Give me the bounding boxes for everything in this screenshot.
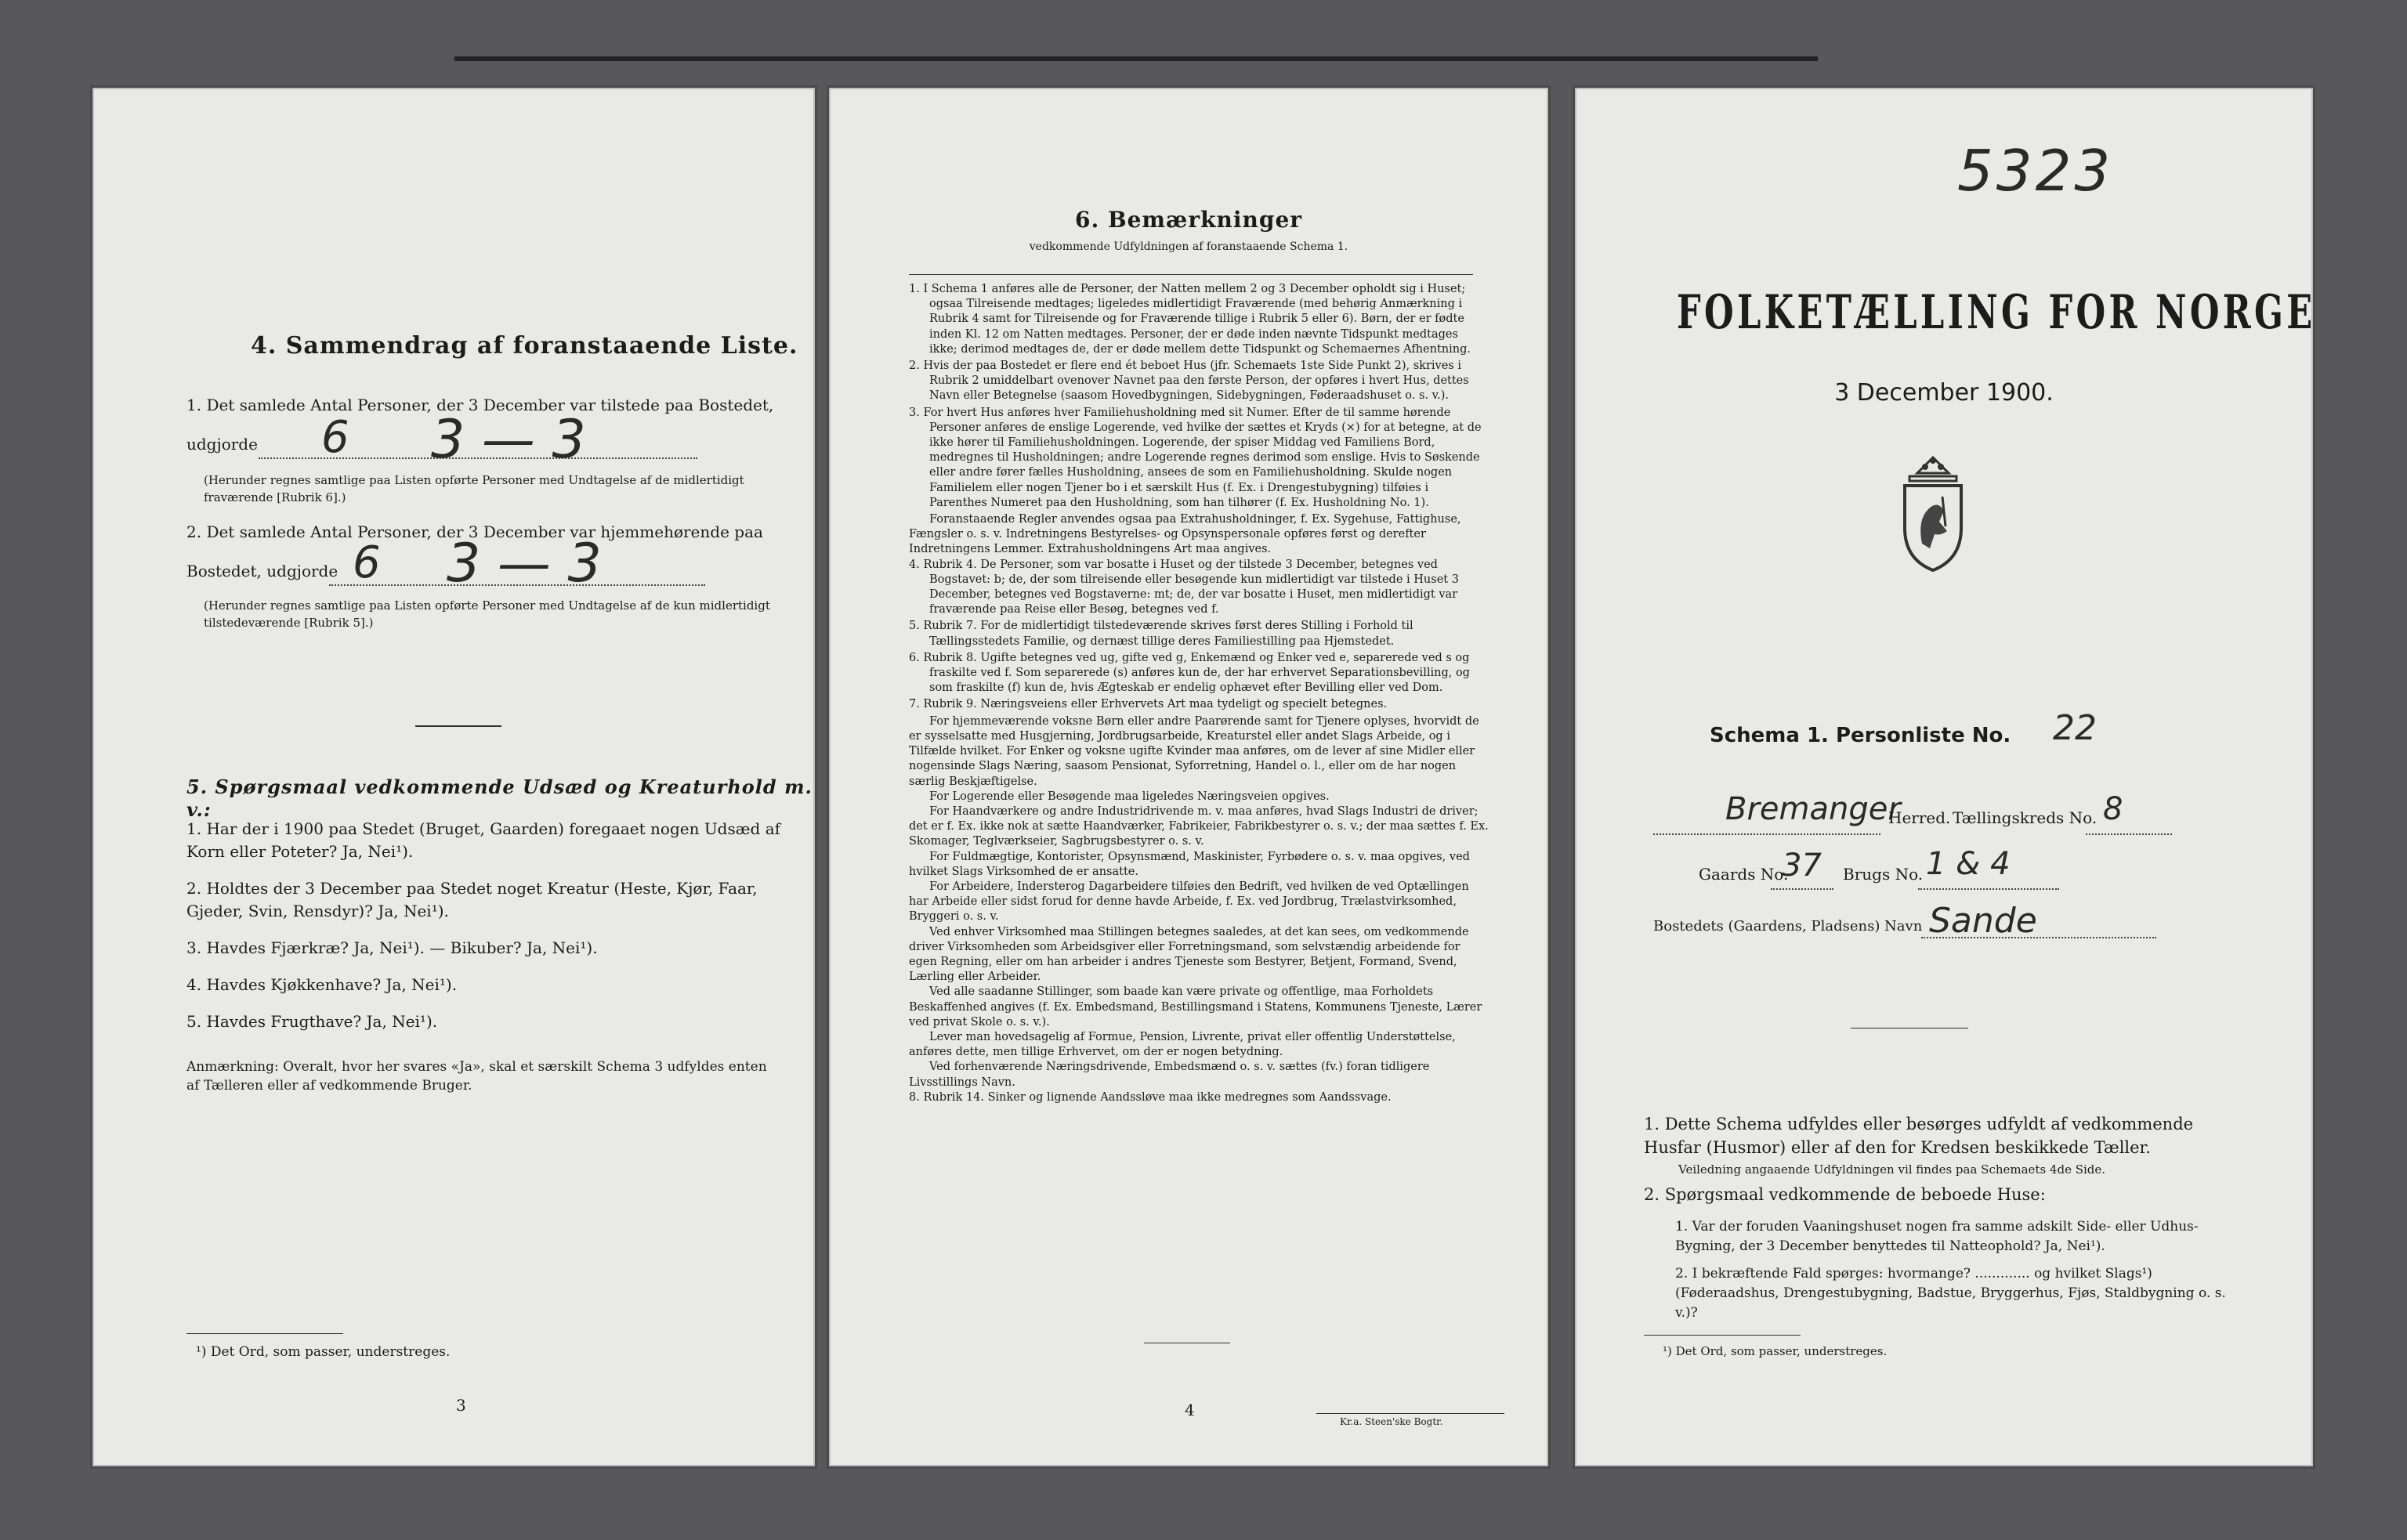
printer-imprint: Kr.a. Steen'ske Bogtr. <box>1340 1416 1443 1427</box>
q1-text: 1. Det samlede Antal Personer, der 3 December var tilstede paa Bostedet, <box>186 396 774 414</box>
remark-item: 3. For hvert Hus anføres hver Familiehusholdning med sit Numer. Efter de til samme hørende Personer anføres de enslige Logerende, ved hvilke der sættes et Kryds (×) for at betegne, at de ikke hører til Familiehusholdningen. Logerende, der spiser Middag ved Familiens Bord, medregnes til Husholdningen; andre Logerende regnes derimod som enslige. Hvis to Søskende eller andre fører fælles Husholdning, ansees de som en Familiehusholdning. Skulde nogen Familielem eller nogen Tjener bo i et særskilt Hus (f. Ex. i Drengestubygning) tilføies i Parenthes Numeret paa den Husholdning, som han tilhører (f. Ex. Husholdning No. 1). <box>909 406 1482 509</box>
hw-gaards-no: 37 <box>1782 848 1822 884</box>
hw-herred: Bremanger <box>1725 791 1901 827</box>
q1-udgjorde: udgjorde <box>186 435 258 454</box>
s5-item-5: 5. Havdes Frugthave? Ja, Nei¹). <box>186 1012 438 1031</box>
remark-item: 6. Rubrik 8. Ugifte betegnes ved ug, gifte ved g, Enkemænd og Enker ved e, separerede ved s og fraskilte ved f. Som separerede (s) anføres kun de, der har erhvervet Separationsbevilling, og som fraskilte (f) kun de, hvis Ægteskab er endelig ophævet efter Bevilling eller ved Dom. <box>909 651 1470 695</box>
remark-item: 8. Rubrik 14. Sinker og lignende Aandssløve maa ikke medregnes som Aandssvage. <box>909 1090 1392 1104</box>
s5-item-1: 1. Har der i 1900 paa Stedet (Bruget, Gaarden) foregaaet nogen Udsæd af Korn eller Poteter? Ja, Nei¹). <box>186 819 781 861</box>
remark-item: For Arbeidere, Indersterog Dagarbeidere tilføies den Bedrift, ved hvilken de ved Optællingen har Arbeide eller sidst forud for denne havde Arbeide, f. Ex. ved Jordbrug, Trælastvirksomhed, Bryggeri o. s. v. <box>909 880 1469 924</box>
remark-item: Ved enhver Virksomhed maa Stillingen betegnes saaledes, at det kan sees, om vedkommende driver Virksomheden som Arbeidsgiver eller Forretningsmand, som selvstændig arbeidende for egen Regning, eller om han arbeider i andres Tjeneste som Bestyrer, Betjent, Formand, Svend, Lærling eller Arbeider. <box>909 925 1469 984</box>
instruction-1: 1. Dette Schema udfyldes eller besørges udfyldt af vedkommende Husfar (Husmor) eller af den for Kredsen beskikkede Tæller. <box>1644 1115 2194 1157</box>
instruction-1-note: Veiledning angaaende Udfyldningen vil findes paa Schemaets 4de Side. <box>1678 1162 2106 1177</box>
q2-bostedet: Bostedet, udgjorde <box>186 562 338 580</box>
section4-title: 4. Sammendrag af foranstaaende Liste. <box>251 332 798 360</box>
remarks-list <box>909 282 1489 1107</box>
coat-of-arms-icon <box>1894 450 1972 575</box>
q2-dotted-line <box>329 584 705 586</box>
footnote: ¹) Det Ord, som passer, understreges. <box>1663 1344 1888 1358</box>
q1-hw-values: 3 — 3 <box>431 409 586 471</box>
remark-item: 1. I Schema 1 anføres alle de Personer, der Natten mellem 2 og 3 December opholdt sig i Huset; ogsaa Tilreisende medtages; ligeledes midlertidigt Fraværende (med behørig Anmærkning i Rubrik 4 samt for Tilreisende og for Fraværende tillige i Rubrik 5 eller 6). Børn, der er fødte inden Kl. 12 om Natten medtages. Personer, der er døde inden nævnte Tidspunkt medtages ikke; derimod medtages de, der er døde mellem dette Tidspunkt og Schemaernes Afhentning. <box>909 283 1471 356</box>
gaards-dotted-line <box>1771 888 1833 890</box>
page-number: 3 <box>456 1396 466 1415</box>
kreds-dotted-line <box>2086 833 2172 835</box>
remark-item: 7. Rubrik 9. Næringsveiens eller Erhvervets Art maa tydeligt og specielt betegnes. <box>909 698 1388 711</box>
remark-item: Ved alle saadanne Stillinger, som baade kan være private og offentlige, maa Forholdets Beskaffenhed angives (f. Ex. Embedsmand, Bestillingsmand i Statens, Kommunens Tjeneste, Lærer ved privat Skole o. s. v.). <box>909 985 1482 1028</box>
hw-bosted: Sande <box>1929 901 2037 941</box>
s5-item-3: 3. Havdes Fjærkræ? Ja, Nei¹). — Bikuber? Ja, Nei¹). <box>186 938 598 957</box>
q1-hw-total: 6 <box>321 412 349 463</box>
instruction-2-q2: 2. I bekræftende Fald spørges: hvormange? ............. og hvilket Slags¹) (Føderaadshus, Drengestubygning, Badstue, Bryggerhus, Fjøs, Staldbygning o. s. v.)? <box>1675 1266 2226 1321</box>
bosted-label: Bostedets (Gaardens, Pladsens) Navn <box>1653 918 1923 934</box>
anmerkning: Anmærkning: Overalt, hvor her svares «Ja», skal et særskilt Schema 3 udfyldes enten af Tælleren eller af vedkommende Bruger. <box>186 1059 767 1094</box>
schema-label: Schema 1. Personliste No. <box>1710 724 2011 747</box>
remarks-title: 6. Bemærkninger <box>1074 207 1303 233</box>
gaards-label: Gaards No. <box>1699 865 1789 884</box>
q1-dotted-line <box>259 457 697 459</box>
hw-personliste-no: 22 <box>2053 708 2097 748</box>
q1-note: (Herunder regnes samtlige paa Listen opførte Personer med Undtagelse af de midlertidigt fraværende [Rubrik 6].) <box>204 473 744 504</box>
remark-item: For Haandværkere og andre Industridrivende m. v. maa anføres, hvad Slags Industri de driver; det er f. Ex. ikke nok at sætte Haandværker, Fabrikeier, Fabrikbestyrer o. s. v.; der maa sættes f. Ex. Skomager, Teglværkseier, Sagbrugsbestyrer o. s. v. <box>909 804 1489 848</box>
printer-rule <box>1316 1413 1504 1414</box>
q2-note: (Herunder regnes samtlige paa Listen opførte Personer med Undtagelse af de kun midlertidigt tilstedeværende [Rubrik 5].) <box>204 598 770 630</box>
hw-brugs-no: 1 & 4 <box>1926 846 2011 882</box>
s5-item-2: 2. Holdtes der 3 December paa Stedet noget Kreatur (Heste, Kjør, Faar, Gjeder, Svin, Rensdyr)? Ja, Nei¹). <box>186 879 758 920</box>
page-number: 4 <box>1185 1401 1195 1419</box>
census-title: FOLKETÆLLING FOR NORGE <box>1677 285 2316 340</box>
brugs-dotted-line <box>1918 888 2059 890</box>
footnote-rule <box>186 1333 343 1334</box>
section5-list <box>186 818 782 1047</box>
herred-label: Herred. <box>1888 808 1951 827</box>
top-edge-line <box>454 56 1818 61</box>
q2-hw-total: 6 <box>353 537 381 588</box>
divider <box>415 725 501 727</box>
remark-item: For hjemmeværende voksne Børn eller andre Paarørende samt for Tjenere oplyses, hvorvidt de er sysselsatte med Husgjerning, Jordbrugsarbeide, Kreaturstel eller andet Slags Arbeide, og i Tilfælde hvilket. For Enker og voksne ugifte Kvinder maa anføres, om de lever af sine Midler eller nogensinde Slags Næring, saasom Pensionat, Syforretning, Handel o. l., eller om de har nogen særlig Beskjæftigelse. <box>909 714 1479 788</box>
census-date: 3 December 1900. <box>1834 379 2054 407</box>
remark-item: 2. Hvis der paa Bostedet er flere end ét beboet Hus (jfr. Schemaets 1ste Side Punkt 2), skrives i Rubrik 2 umiddelbart ovenover Navnet paa den første Person, der opføres i hvert Hus, dettes Navn eller Betegnelse (saasom Hovedbygningen, Sidebygningen, Føderaadshuset o. s. v.). <box>909 360 1469 403</box>
page-4-remarks <box>829 88 1548 1466</box>
remark-item: Lever man hovedsagelig af Formue, Pension, Livrente, privat eller offentlig Understøttelse, anføres dette, men tillige Erhvervet, om der er nogen betydning. <box>909 1030 1456 1059</box>
remarks-subtitle: vedkommende Udfyldningen af foranstaaende Schema 1. <box>1029 240 1348 253</box>
instruction-2-q1: 1. Var der foruden Vaaningshuset nogen fra samme adskilt Side- eller Udhus-Bygning, der 3 December benyttedes til Natteophold? Ja, Nei¹). <box>1675 1219 2199 1254</box>
brugs-label: Brugs No. <box>1843 865 1924 884</box>
q2-hw-values: 3 — 3 <box>447 533 602 595</box>
section5-title: 5. Spørgsmaal vedkommende Udsæd og Kreaturhold m. v.: <box>186 775 813 821</box>
herred-dotted-line <box>1653 833 1880 835</box>
remarks-top-rule <box>909 274 1473 275</box>
remark-item: 4. Rubrik 4. De Personer, som var bosatte i Huset og der tilstede 3 December, betegnes ved Bogstavet: b; de, der som tilreisende eller besøgende kun midlertidigt var tilstede i Huset 3 December, betegnes ved Bogstaverne: mt; de, der var bosatte i Huset, men midlertidigt var fraværende paa Reise eller Besøg, betegnes ved f. <box>909 558 1459 616</box>
instruction-2: 2. Spørgsmaal vedkommende de beboede Huse: <box>1644 1185 2046 1204</box>
footnote-rule <box>1644 1335 1801 1336</box>
kreds-label: Tællingskreds No. <box>1953 808 2098 827</box>
page-3-summary <box>92 88 815 1466</box>
footnote: ¹) Det Ord, som passer, understreges. <box>196 1344 451 1360</box>
remark-item: For Logerende eller Besøgende maa ligeledes Næringsveien opgives. <box>929 790 1330 803</box>
remark-item: Foranstaaende Regler anvendes ogsaa paa Extrahusholdninger, f. Ex. Sygehuse, Fattighuse, Fængsler o. s. v. Indretningens Bestyrelses- og Opsynspersonale opføres først og derefter Indretningens Lemmer. Extrahusholdningens Art maa angives. <box>909 513 1461 556</box>
q2-text: 2. Det samlede Antal Personer, der 3 December var hjemmehørende paa <box>186 522 763 541</box>
bosted-dotted-line <box>1921 937 2156 938</box>
remark-item: 5. Rubrik 7. For de midlertidigt tilstedeværende skrives først deres Stilling i Forhold til Tællingsstedets Familie, og dernæst tillige deres Familiestilling paa Hjemstedet. <box>909 620 1413 648</box>
hw-archive-number: 5323 <box>1957 138 2114 204</box>
remark-item: Ved forhenværende Næringsdrivende, Embedsmænd o. s. v. sættes (fv.) foran tidligere Livsstillings Navn. <box>909 1061 1430 1089</box>
s5-item-4: 4. Havdes Kjøkkenhave? Ja, Nei¹). <box>186 975 458 994</box>
page-1-cover <box>1575 88 2316 1466</box>
hw-kreds-no: 8 <box>2103 791 2123 827</box>
remark-item: For Fuldmægtige, Kontorister, Opsynsmænd, Maskinister, Fyrbødere o. s. v. maa opgives, ved hvilket Slags Virksomhed de er ansatte. <box>909 850 1470 878</box>
